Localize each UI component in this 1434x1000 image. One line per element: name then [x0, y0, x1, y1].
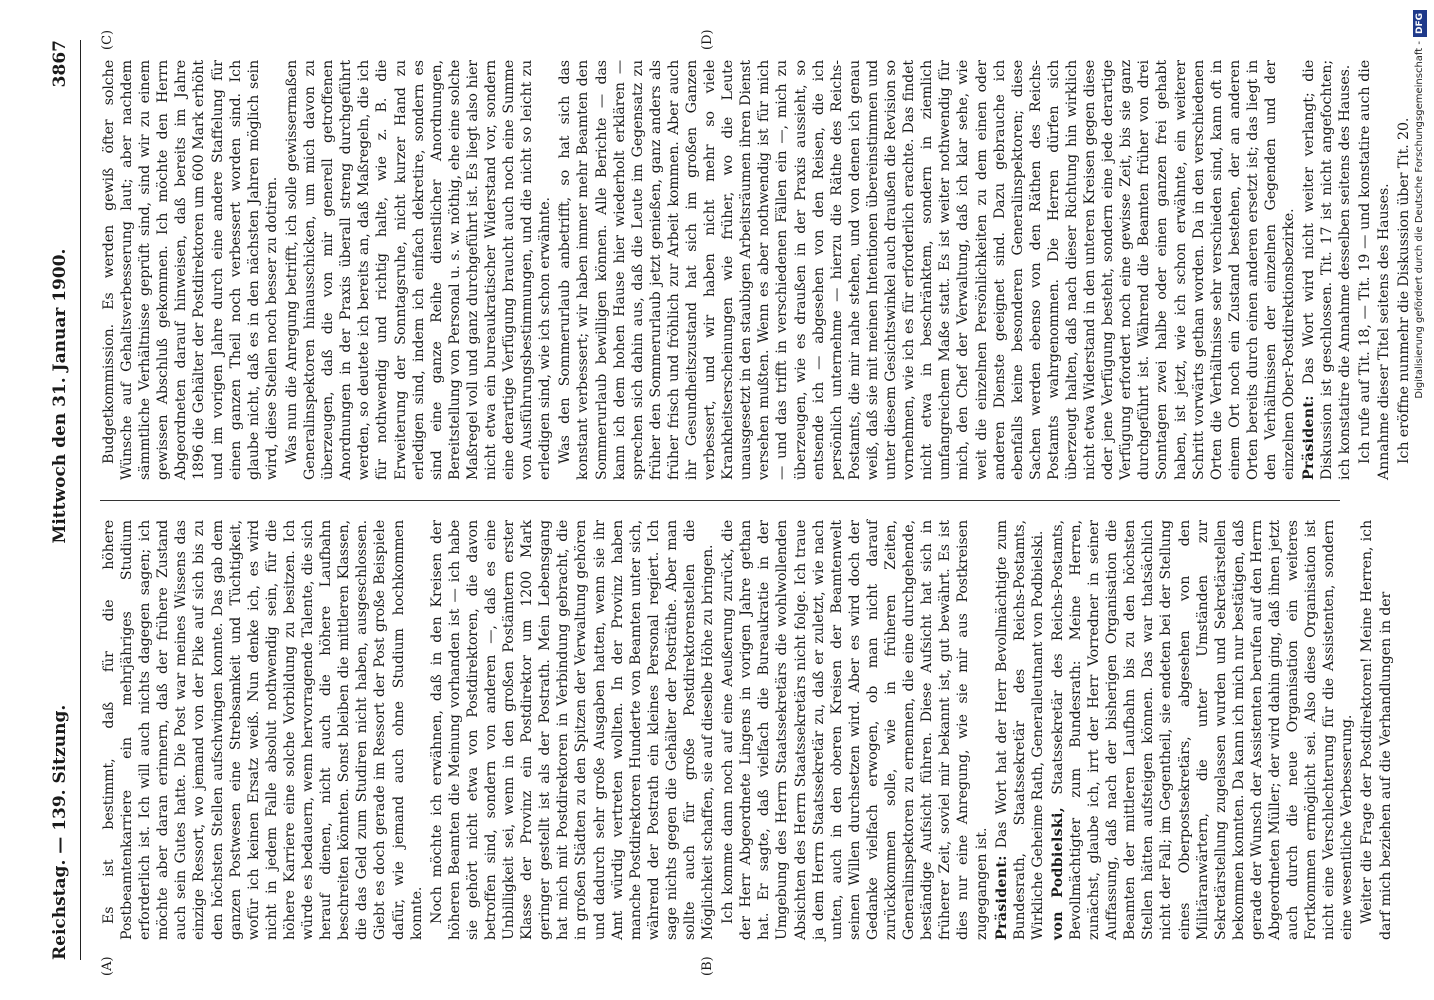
paragraph-text: Ich eröffne nunmehr die Diskussion über Tit. 20.	[1395, 117, 1412, 464]
speaker-name: Präsident:	[993, 855, 1010, 940]
right-column	[100, 60, 1412, 480]
paragraph	[556, 60, 1298, 480]
paragraph	[1049, 520, 1357, 940]
digitization-credit	[1410, 10, 1430, 990]
running-header	[40, 40, 81, 960]
column-divider	[100, 500, 1340, 501]
paragraph-text: Was nun die Anregung betrifft, ich solle gewissermaßen Generalinspektoren hinausschicken, um mich davon zu überzeugen, daß die von mir generell getroffenen Anordnungen in der Praxis überall streng durchgeführt werden, so deutete ich bereits an, daß Maßregeln, die ich für nothwendig und richtig halte, wie z. B. die Erweiterung der Sonntagsruhe, nicht kurzer Hand zu erledigen sind, indem ich einfach dekretire, sondern es sind eine ganze Reihe dienstlicher Anordnungen, Bereitstellung von Personal u. s. w. nöthig, ehe eine solche Maßregel voll und ganz durchgeführt ist. Es liegt also hier nicht etwa ein bureaukratischer Widerstand vor, sondern eine derartige Verfügung braucht auch noch eine Summe von Ausführungsbestimmungen, und die nicht so leicht zu erledigen sind, wie ich schon erwähnte.	[283, 60, 554, 480]
paragraph	[283, 60, 554, 480]
paragraph	[719, 520, 990, 940]
margin-marker-c: (C)	[100, 29, 115, 50]
paragraph-text: Das Wort wird nicht weiter verlangt; die Diskussion ist geschlossen. Tit. 17 ist nicht angefochten; ich konstatire die Annahme desselben seitens des Hauses.	[1301, 60, 1354, 480]
paragraph-text: Es ist bestimmt, daß für die höhere Postbeamtenkarriere ein mehrjähriges Studium erforderlich ist. Ich will auch nichts dagegen sagen; ich möchte aber daran erinnern, daß der frühere Zustand auch sein Gutes hatte. Die Post war meines Wissens das einzige Ressort, wo jemand von der Pike auf sich bis zu den höchsten Stellen aufschwingen konnte. Das gab dem ganzen Postwesen eine Strebsamkeit und Tüchtigkeit, wofür ich keinen Ersatz weiß. Nun denke ich, es wird nicht in jedem Falle absolut nothwendig sein, für die höhere Karriere eine solche Vorbildung zu besitzen. Ich würde es bedauern, wenn hervorragende Talente, die sich herauf dienen, nicht auch die höhere Laufbahn beschreiten könnten. Sonst bleiben die mittleren Klassen, die das Geld zum Studiren nicht haben, ausgeschlossen. Giebt es doch gerade im Ressort der Post große Beispiele dafür, wie jemand auch ohne Studium hochkommen konnte.	[101, 520, 425, 940]
speaker-name: Präsident:	[1301, 395, 1318, 480]
credit-text: Digitalisierung gefördert durch die Deutsche Forschungsgemeinschaft -	[1414, 41, 1425, 399]
paragraph	[993, 520, 1047, 940]
header-date: Mittwoch den 31. Januar 1900.	[50, 248, 70, 544]
paragraph-text: Weiter die Frage der Postdirektoren! Meine Herren, ich darf mich beziehen auf die Verhandlungen in der	[1359, 520, 1394, 940]
margin-marker-d: (D)	[700, 29, 715, 50]
paragraph-text: Staatssekretär des Reichs-Postamts, Bevollmächtigter zum Bundesrath: Meine Herren, zunächst, glaube ich, irrt der Herr Vorredner in seiner Auffassung, daß nach der bisherigen Organisation die Beamten der mittleren Laufbahn bis zu den höchsten Stellen hätten aufsteigen können. Das war thatsächlich nicht der Fall; im Gegentheil, sie endeten bei der Stellung eines Oberpostsekretärs, abgesehen von den Militäranwärtern, die unter Umständen zur Sekretärstellung zugelassen wurden und Sekretärstellen bekommen konnten. Da kann ich mich nur bestätigen, daß gerade der Wunsch der Assistenten berufen auf den Herrn Abgeordneten Müller; der wird dahin ging, daß ihnen jetzt auch durch die neue Organisation ein weiteres Fortkommen ermöglicht sei. Also diese Organisation ist nicht eine Verschlechterung für die Assistenten, sondern eine wesentliche Verbesserung.	[1049, 520, 1356, 940]
paragraph	[1300, 60, 1354, 480]
paragraph-text: Was den Sommerurlaub anbetrifft, so hat sich das konstant verbessert; wir haben immer mehr Beamten den Sommerurlaub bewilligen können. Alle Berichte — das kann ich dem hohen Hause hier wiederholt erklären — sprechen sich dahin aus, daß die Leute im Gegensatz zu früher den Sommerurlaub jetzt genießen, ganz anders als früher frisch und fröhlich zur Arbeit kommen. Aber auch ihr Gesundheitszustand hat sich im großen Ganzen verbessert, und wir haben nicht mehr so viele Krankheitserscheinungen wie früher, wo die Leute unausgesetzt in den staubigen Arbeitsräumen ihren Dienst versehen mußten. Wenn es aber nothwendig ist für mich — und das trifft in verschiedenen Fällen ein —, mich zu überzeugen, wie es draußen in der Praxis aussieht, so entsende ich — abgesehen von den Reisen, die ich persönlich unternehme — hierzu die Räthe des Reichs-Postamts, die mir nahe stehen, und von denen ich genau weiß, daß sie mit meinen Intentionen übereinstimmen und unter diesem Gesichtswinkel auch draußen die Revision so vornehmen, wie ich es für erforderlich erachte. Das findet nicht etwa in beschränktem, sondern in ziemlich umfangreichem Maße statt. Es ist weiter nothwendig für mich, den Chef der Verwaltung, daß ich klar sehe, wie weit die einzelnen Persönlichkeiten zu dem einen oder anderen Dienste geeignet sind. Dazu gebrauche ich ebenfalls keine besonderen Generalinspektoren; diese Sachen werden ebenso von den Räthen des Reichs-Postamts wahrgenommen. Die Herren dürfen sich überzeugt halten, daß nach dieser Richtung hin wirklich nicht etwa Widerstand in den unteren Kreisen gegen diese oder jene Verfügung besteht, sondern eine jede derartige Verfügung erfordert noch eine gewisse Zeit, bis sie ganz durchgeführt ist. Während die Beamten früher von drei Sonntagen zwei halbe oder einen ganzen frei gehabt haben, ist jetzt, wie ich schon erwähnte, ein weiterer Schritt vorwärts gethan worden. Da in den verschiedenen Orten die Verhältnisse sehr verschieden sind, kann oft in einem Ort noch ein Zustand bestehen, der an anderen Orten bereits durch einen anderen ersetzt ist; das liegt in den Verhältnissen der einzelnen Gegenden und der einzelnen Ober-Postdirektionsbezirke.	[557, 60, 1298, 480]
dfg-logo: DFG	[1413, 10, 1427, 37]
speaker-name: von Podbielski,	[1049, 807, 1066, 940]
margin-marker-b: (B)	[700, 956, 715, 976]
paragraph-text: Ich komme dann noch auf eine Aeußerung zurück, die der Herr Abgeordnete Lingens in vorigen Jahre gethan hat. Er sagte, daß vielfach die Bureaukratie in der Umgebung des Herrn Staatssekretärs die wohlwollenden Absichten des Herrn Staatssekretärs nicht folge. Ich traue ja dem Herrn Staatssekretär zu, daß er zuletzt, wie nach unten, auch in den oberen Kreisen der Beamtenwelt seinen Willen durchsetzen wird. Aber es wird doch der Gedanke vielfach erwogen, ob man nicht darauf zurückkommen solle, wie in früheren Zeiten, Generalinspektoren zu ernennen, die eine durchgehende, beständige Aufsicht führen. Diese Aufsicht hat sich in früherer Zeit, soviel mir bekannt ist, gut bewährt. Es ist dies nur eine Anregung, wie sie mir aus Postkreisen zugegangen ist.	[720, 520, 990, 940]
page-number: 3867	[50, 40, 70, 88]
header-left: Reichstag. — 139. Sitzung.	[50, 704, 70, 960]
paragraph-text: Das Wort hat der Herr Bevollmächtigte zum Bundesrath, Staatssekretär des Reichs-Postamts, Wirkliche Geheime Rath, Generalleutnant von Podbielski.	[993, 520, 1046, 940]
paragraph	[1356, 60, 1392, 480]
paragraph-text: Ich rufe auf Tit. 18, — Tit. 19 — und konstatire auch die Annahme dieser Titel seitens des Hauses.	[1357, 60, 1392, 480]
paragraph-text: Noch möchte ich erwähnen, daß in den Kreisen der höheren Beamten die Meinung vorhanden ist — ich habe sie gehört nicht etwa von Postdirektoren, die davon betroffen sind, sondern von anderen —, daß es eine Unbilligkeit sei, wenn in den großen Postämtern erster Klasse der Provinz ein Postdirektor um 1200 Mark geringer gestellt ist als der Postrath. Mein Lebensgang hat mich mit Postdirektoren in Verbindung gebracht, die in großen Städten zu den Spitzen der Verwaltung gehören und dadurch sehr große Ausgaben hatten, wenn sie ihr Amt würdig vertreten wollten. In der Provinz haben manche Postdirektoren Hunderte von Beamten unter sich, während der Postrath ein kleines Personal regiert. Ich sage nichts gegen die Gehälter der Posträthe. Aber man sollte auch für große Postdirektorenstellen die Möglichkeit schaffen, sie auf dieselbe Höhe zu bringen.	[428, 520, 717, 940]
paragraph-text: Budgetkommission. Es werden gewiß öfter solche Wünsche auf Gehaltsverbesserung laut; aber nachdem sämmtliche Verhältnisse geprüft sind, sind wir zu einem gewissen Abschluß gekommen. Ich möchte den Herrn Abgeordneten darauf hinweisen, daß bereits im Jahre 1896 die Gehälter der Postdirektoren um 600 Mark erhöht und im vorigen Jahre durch eine andere Staffelung für einen ganzen Theil noch verbessert worden sind. Ich glaube nicht, daß es in den nächsten Jahren möglich sein wird, diese Stellen noch besser zu dotiren.	[101, 60, 280, 480]
paragraph	[1358, 520, 1394, 940]
paragraph	[100, 60, 281, 480]
margin-marker-a: (A)	[100, 956, 115, 976]
left-column	[100, 520, 1394, 940]
paragraph	[428, 520, 718, 940]
paragraph	[100, 520, 426, 940]
